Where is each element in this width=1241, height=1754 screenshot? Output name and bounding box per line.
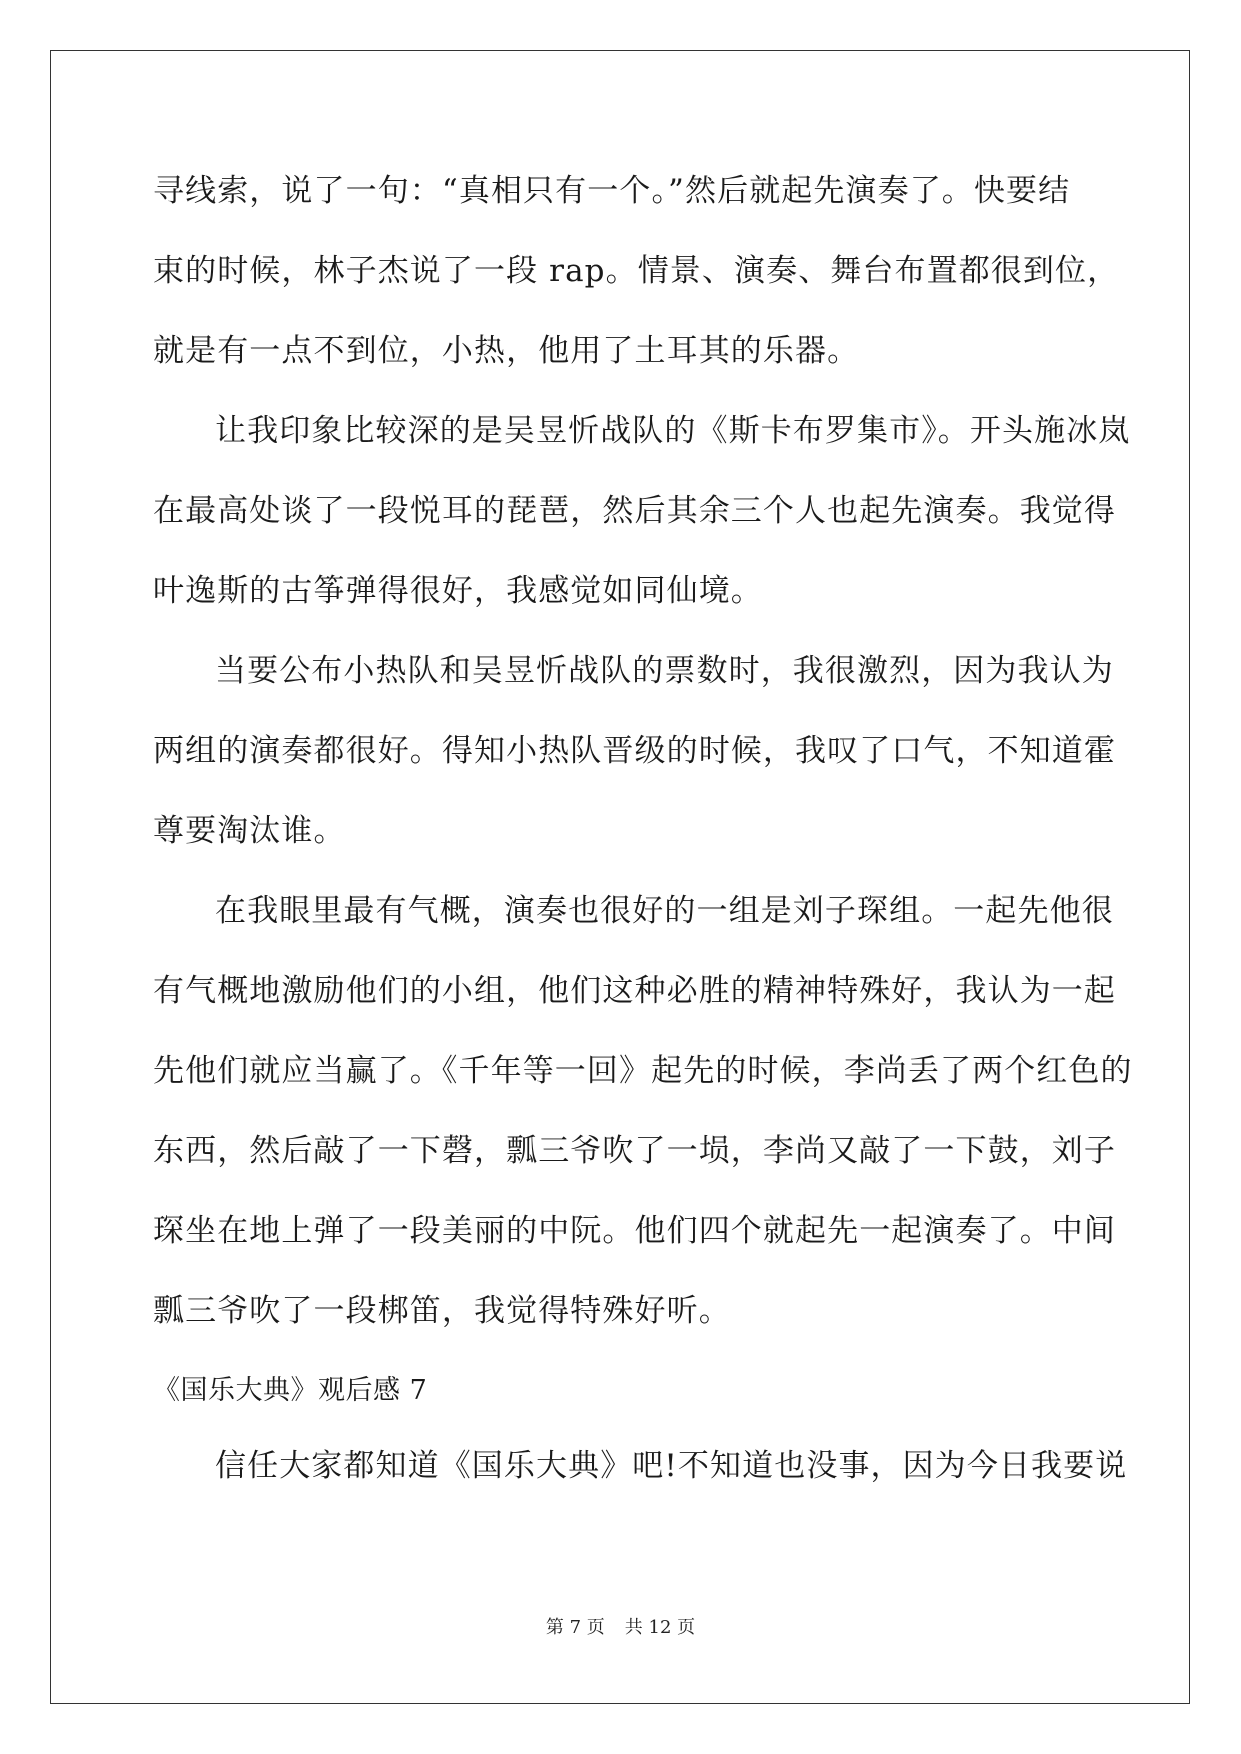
text-line: 寻线索，说了一句：“真相只有一个。”然后就起先演奏了。快要结 <box>153 173 1071 209</box>
text-line: 琛坐在地上弹了一段美丽的中阮。他们四个就起先一起演奏了。中间 <box>153 1213 1116 1249</box>
page-footer <box>0 1617 1241 1639</box>
text-line: 叶逸斯的古筝弹得很好，我感觉如同仙境。 <box>153 573 763 609</box>
page-total: 共 12 页 <box>624 1617 696 1638</box>
text-line: 有气概地激励他们的小组，他们这种必胜的精神特殊好，我认为一起 <box>153 973 1116 1009</box>
text-line: 就是有一点不到位，小热，他用了土耳其的乐器。 <box>153 333 860 369</box>
text-line: 尊要淘汰谁。 <box>153 813 346 849</box>
page-number: 第 7 页 <box>545 1617 605 1638</box>
paragraph-start-line: 信任大家都知道《国乐大典》吧!不知道也没事，因为今日我要说 <box>215 1448 1128 1484</box>
paragraph-start-line: 在我眼里最有气概，演奏也很好的一组是刘子琛组。一起先他很 <box>215 893 1114 929</box>
section-heading: 《国乐大典》观后感 7 <box>153 1375 428 1406</box>
text-line: 先他们就应当赢了。《千年等一回》起先的时候，李尚丢了两个红色的 <box>153 1053 1133 1089</box>
document-body <box>153 162 1133 1517</box>
text-line: 在最高处谈了一段悦耳的琵琶，然后其余三个人也起先演奏。我觉得 <box>153 493 1116 529</box>
paragraph-start-line: 让我印象比较深的是吴昱忻战队的《斯卡布罗集市》。开头施冰岚 <box>215 413 1131 449</box>
text-line: 束的时候，林子杰说了一段 rap。情景、演奏、舞台布置都很到位， <box>153 253 1120 289</box>
text-line: 瓢三爷吹了一段梆笛，我觉得特殊好听。 <box>153 1293 731 1329</box>
paragraph-start-line: 当要公布小热队和吴昱忻战队的票数时，我很激烈，因为我认为 <box>215 653 1114 689</box>
text-line: 两组的演奏都很好。得知小热队晋级的时候，我叹了口气，不知道霍 <box>153 733 1116 769</box>
text-line: 东西，然后敲了一下磬，瓢三爷吹了一埙，李尚又敲了一下鼓，刘子 <box>153 1133 1116 1169</box>
